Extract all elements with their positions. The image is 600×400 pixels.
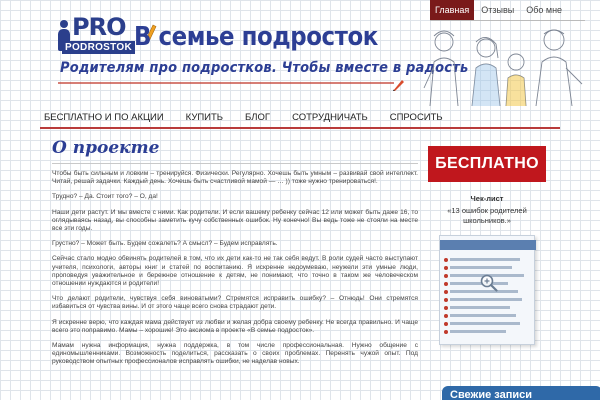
main-nav-cooperate[interactable]: СОТРУДНИЧАТЬ: [292, 111, 368, 123]
article-paragraph: Мамам нужна информация, нужна поддержка, в том числе профессиональная. Нужно общение с единомышленниками. Возможность поделиться, рассказать о своих проблемах. Перенять чужой опыт. Под руководством опытных профессионалов исправлять ошибки, не наделав новых.: [52, 342, 418, 366]
site-slogan: Родителям про подростков. Чтобы вместе в радость: [60, 60, 469, 76]
main-nav: [40, 108, 560, 126]
logo-text-top: PRO: [72, 13, 126, 41]
main-nav-buy[interactable]: КУПИТЬ: [185, 111, 224, 123]
site-header: [0, 0, 600, 108]
top-nav-about[interactable]: Обо мне: [526, 5, 563, 15]
top-nav-reviews[interactable]: Отзывы: [481, 5, 515, 15]
sidebar: [428, 146, 546, 345]
checklist-title[interactable]: «13 ошибок родителей школьников.»: [447, 206, 527, 225]
pen-icon: [392, 78, 406, 92]
free-banner[interactable]: БЕСПЛАТНО: [428, 146, 546, 182]
family-illustration: [420, 18, 595, 106]
page-title: О проекте: [52, 138, 160, 158]
title-divider: [52, 163, 418, 164]
logo-text-bottom: PODROSTOK: [62, 41, 135, 54]
main-nav-blog[interactable]: БЛОГ: [245, 111, 271, 123]
site-title[interactable]: В семье подросток: [134, 22, 378, 52]
article: [52, 135, 418, 374]
slogan-underline: [58, 82, 394, 84]
main-nav-ask[interactable]: СПРОСИТЬ: [389, 111, 443, 123]
article-paragraph: Сейчас стало модно обвинять родителей в том, что их дети как-то не так себя ведут. В роли судей часто выступают учителя, психологи, авторы книг и статей по воспитанию. Я искренне недоумеваю, неужели эти умные люди, проповедуя уважительное и бережное отношение к детям, не понимают, что точно в таком же человеческом отношении нуждаются и родители!: [52, 255, 418, 288]
site-logo[interactable]: [58, 14, 138, 60]
checklist-label: Чек-лист: [470, 194, 504, 203]
magnifier-icon[interactable]: [480, 274, 498, 292]
article-paragraph: Чтобы быть сильным и ловким – тренируйся. Физически. Регулярно. Хочешь быть умным – развивай свой интеллект. Читай, решай задачки. Каждый день. Хочешь быть счастливой мамой — … )) тоже нужно тренироваться!.: [52, 170, 418, 186]
main-nav-free[interactable]: БЕСПЛАТНО И ПО АКЦИИ: [44, 111, 164, 123]
article-paragraph: Я искренне верю, что каждая мама действует из любви и желая добра своему ребенку. Не всегда правильно. И чаще всего это поправимо. Мамы – хорошие! Это аксиома в проекте «В семье подросток».: [52, 318, 418, 334]
article-paragraph: Что делают родители, чувствуя себя виноватыми? Стремятся исправить ошибку? – Отнюдь! Они стремятся избавиться от чувства вины. И от этого чаще всего снова страдают дети.: [52, 295, 418, 311]
fresh-posts-heading: Свежие записи: [442, 386, 600, 400]
top-nav-home[interactable]: Главная: [430, 0, 474, 20]
article-paragraph: Грустно? – Может быть. Будем сожалеть? А смысл? – Будем исправлять.: [52, 240, 278, 248]
checklist-cover-image[interactable]: [439, 235, 535, 345]
top-nav: [430, 0, 567, 20]
article-paragraph: Наши дети растут. И мы вместе с ними. Как родители. И если вашему ребенку сейчас 12 или может быть даже 16, то оглядываясь назад, вы способны заметить кучу собственных ошибок. Ну конечно! Вы ведь тоже не стояли на месте все эти годы.: [52, 208, 418, 233]
article-paragraph: Трудно? – Да. Стоит того? – О, да!: [52, 193, 158, 201]
main-nav-border: [40, 127, 560, 129]
